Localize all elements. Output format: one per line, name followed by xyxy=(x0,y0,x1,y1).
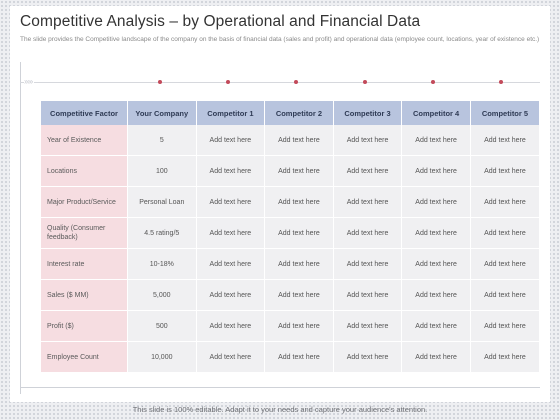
factor-cell: Sales ($ MM) xyxy=(41,280,128,311)
table-cell: Add text here xyxy=(402,249,471,280)
table-row xyxy=(41,249,539,280)
table-cell: Add text here xyxy=(402,280,471,311)
table-cell: Add text here xyxy=(470,125,539,156)
table-cell: Add text here xyxy=(333,187,402,218)
table-row xyxy=(41,187,539,218)
footer-note: This slide is 100% editable. Adapt it to your needs and capture your audience's attention. xyxy=(132,405,428,414)
table-row xyxy=(41,280,539,311)
table-cell: Add text here xyxy=(265,311,334,342)
table-cell: Add text here xyxy=(196,218,265,249)
table-cell: Add text here xyxy=(265,249,334,280)
table-row xyxy=(41,342,539,373)
table-cell: Add text here xyxy=(333,125,402,156)
table-cell: Add text here xyxy=(470,280,539,311)
slide-title: Competitive Analysis – by Operational and Financial Data xyxy=(20,13,421,30)
column-header: Competitive Factor xyxy=(41,101,128,125)
table-cell: Add text here xyxy=(265,187,334,218)
factor-cell: Major Product/Service xyxy=(41,187,128,218)
factor-cell: Year of Existence xyxy=(41,125,128,156)
column-header: Competitor 1 xyxy=(196,101,265,125)
chevron-arrows-icon: ››››› xyxy=(24,77,33,86)
table-cell: Add text here xyxy=(265,125,334,156)
marker-dot xyxy=(294,80,298,84)
slide-subtitle: The slide provides the Competitive landscape of the company on the basis of financial data (sales and profit) and operational data (employee count, locations, year of existence etc.) xyxy=(20,36,540,43)
factor-cell: Interest rate xyxy=(41,249,128,280)
table-cell: Add text here xyxy=(402,342,471,373)
marker-dot xyxy=(499,80,503,84)
table-cell: 5,000 xyxy=(128,280,197,311)
table-header-row xyxy=(41,101,539,125)
table-cell: Add text here xyxy=(196,342,265,373)
table-cell: Add text here xyxy=(333,218,402,249)
marker-dot xyxy=(226,80,230,84)
column-header: Competitor 2 xyxy=(265,101,334,125)
table-cell: 5 xyxy=(128,125,197,156)
factor-cell: Quality (Consumer feedback) xyxy=(41,218,128,249)
marker-dot xyxy=(363,80,367,84)
marker-dot xyxy=(431,80,435,84)
column-header: Your Company xyxy=(128,101,197,125)
table-cell: Add text here xyxy=(265,280,334,311)
table-cell: 4.5 rating/5 xyxy=(128,218,197,249)
table-cell: Add text here xyxy=(196,280,265,311)
table-cell: Add text here xyxy=(333,342,402,373)
column-header: Competitor 5 xyxy=(470,101,539,125)
table-cell: Add text here xyxy=(196,249,265,280)
table-cell: Add text here xyxy=(333,249,402,280)
column-header: Competitor 4 xyxy=(402,101,471,125)
frame-left-line xyxy=(20,62,21,394)
table-cell: Add text here xyxy=(196,156,265,187)
timeline-line xyxy=(20,82,540,83)
column-header: Competitor 3 xyxy=(333,101,402,125)
table-cell: Add text here xyxy=(470,156,539,187)
slide xyxy=(10,6,550,402)
table-row xyxy=(41,156,539,187)
frame-bottom-line xyxy=(20,387,540,388)
marker-dot xyxy=(158,80,162,84)
table-row xyxy=(41,125,539,156)
comparison-table xyxy=(41,101,539,373)
table-cell: 10,000 xyxy=(128,342,197,373)
table-cell: Add text here xyxy=(265,342,334,373)
table-cell: 10-18% xyxy=(128,249,197,280)
table-cell: Add text here xyxy=(402,156,471,187)
factor-cell: Employee Count xyxy=(41,342,128,373)
table-cell: Add text here xyxy=(470,249,539,280)
table-cell: Add text here xyxy=(402,311,471,342)
factor-cell: Profit ($) xyxy=(41,311,128,342)
table-cell: Add text here xyxy=(470,342,539,373)
table-cell: Add text here xyxy=(470,311,539,342)
table-row xyxy=(41,218,539,249)
table-cell: Add text here xyxy=(196,311,265,342)
table-cell: Add text here xyxy=(402,218,471,249)
table-cell: 500 xyxy=(128,311,197,342)
table-cell: Add text here xyxy=(333,156,402,187)
table-cell: Add text here xyxy=(333,311,402,342)
table-cell: Add text here xyxy=(196,187,265,218)
table-cell: Add text here xyxy=(470,218,539,249)
table-cell: Add text here xyxy=(402,187,471,218)
table-cell: Add text here xyxy=(265,218,334,249)
table-row xyxy=(41,311,539,342)
table-cell: Add text here xyxy=(265,156,334,187)
factor-cell: Locations xyxy=(41,156,128,187)
table-cell: Add text here xyxy=(470,187,539,218)
table-cell: 100 xyxy=(128,156,197,187)
table-cell: Add text here xyxy=(333,280,402,311)
table-cell: Add text here xyxy=(196,125,265,156)
table-cell: Add text here xyxy=(402,125,471,156)
table-cell: Personal Loan xyxy=(128,187,197,218)
